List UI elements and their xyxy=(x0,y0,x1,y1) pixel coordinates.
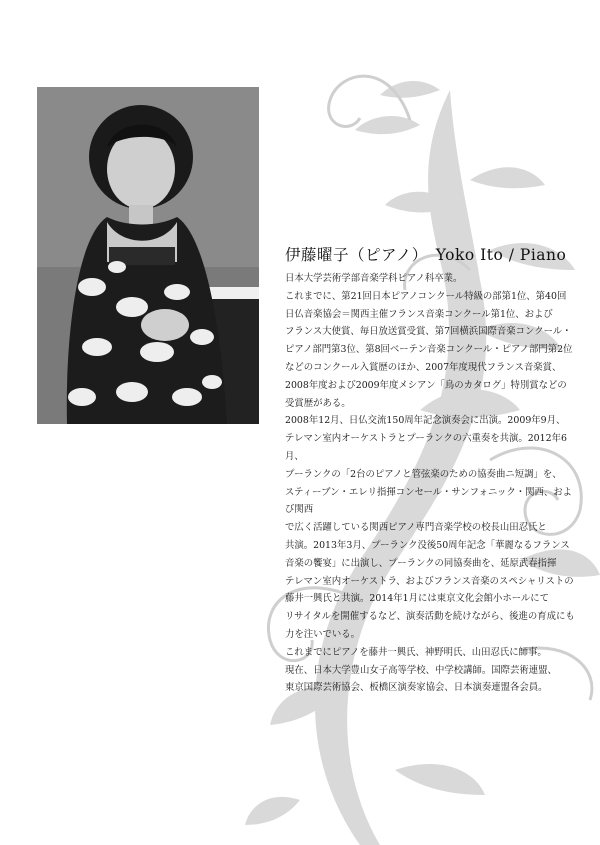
bio-paragraph-education: 日本大学芸術学部音楽学科ピアノ科卒業。 xyxy=(285,273,463,284)
portrait-illustration xyxy=(37,87,259,424)
bio-paragraph-performances: 2008年12月、日仏交流150周年記念演奏会に出演。2009年9月、 テレマン室内オーケストラとプーランクの六重奏を共演。2012年6月、 プーランクの「2台のピアノと管弦楽のための協奏曲ニ短調」を、 スティーブン・エレリ指揮コンセール・サンフォニック・関西、および関西 で広く活躍している関西ピアノ専門音楽学校の校長山田忍氏と 共演。2013年3月、プーランク没後50周年記念「華麗なるフランス 音楽の饗宴」に出演し、プーランクの同協奏曲を、延原武春指揮 テレマン室内オーケストラ、およびフランス音楽のスペシャリストの 藤井一興氏と共演。2014年1月には東京文化会館小ホールにて リサイタルを開催するなど、演奏活動を続けながら、後進の育成にも 力を注いでいる。 xyxy=(285,415,575,640)
portrait-photo xyxy=(37,87,259,424)
performer-heading xyxy=(285,243,566,265)
performer-name-english: Yoko Ito / Piano xyxy=(435,246,567,264)
bio-paragraph-teachers: これまでにピアノを藤井一興氏、神野明氏、山田忍氏に師事。 xyxy=(285,646,547,658)
bio-paragraph-current: 現在、日本大学豊山女子高等学校、中学校講師。国際芸術連盟、 東京国際芸術協会、板橋区演奏家協会、日本演奏連盟各会員。 xyxy=(285,664,557,694)
biography xyxy=(285,270,575,697)
performer-name-japanese: 伊藤曜子（ピアノ） xyxy=(285,246,428,264)
bio-paragraph-awards: これまでに、第21回日本ピアノコンクール特級の部第1位、第40回 日仏音楽協会＝関西主催フランス音楽コンクール第1位、および フランス大使賞、毎日放送賞受賞、第7回横浜国際音楽コンクール・ ピアノ部門第3位、第8回ベーテン音楽コンクール・ピアノ部門第2位 などのコンクール入賞歴のほか、2007年度現代フランス音楽賞、 2008年度および2009年度メシアン「鳥のカタログ」特別賞などの 受賞歴がある。 xyxy=(285,290,573,409)
